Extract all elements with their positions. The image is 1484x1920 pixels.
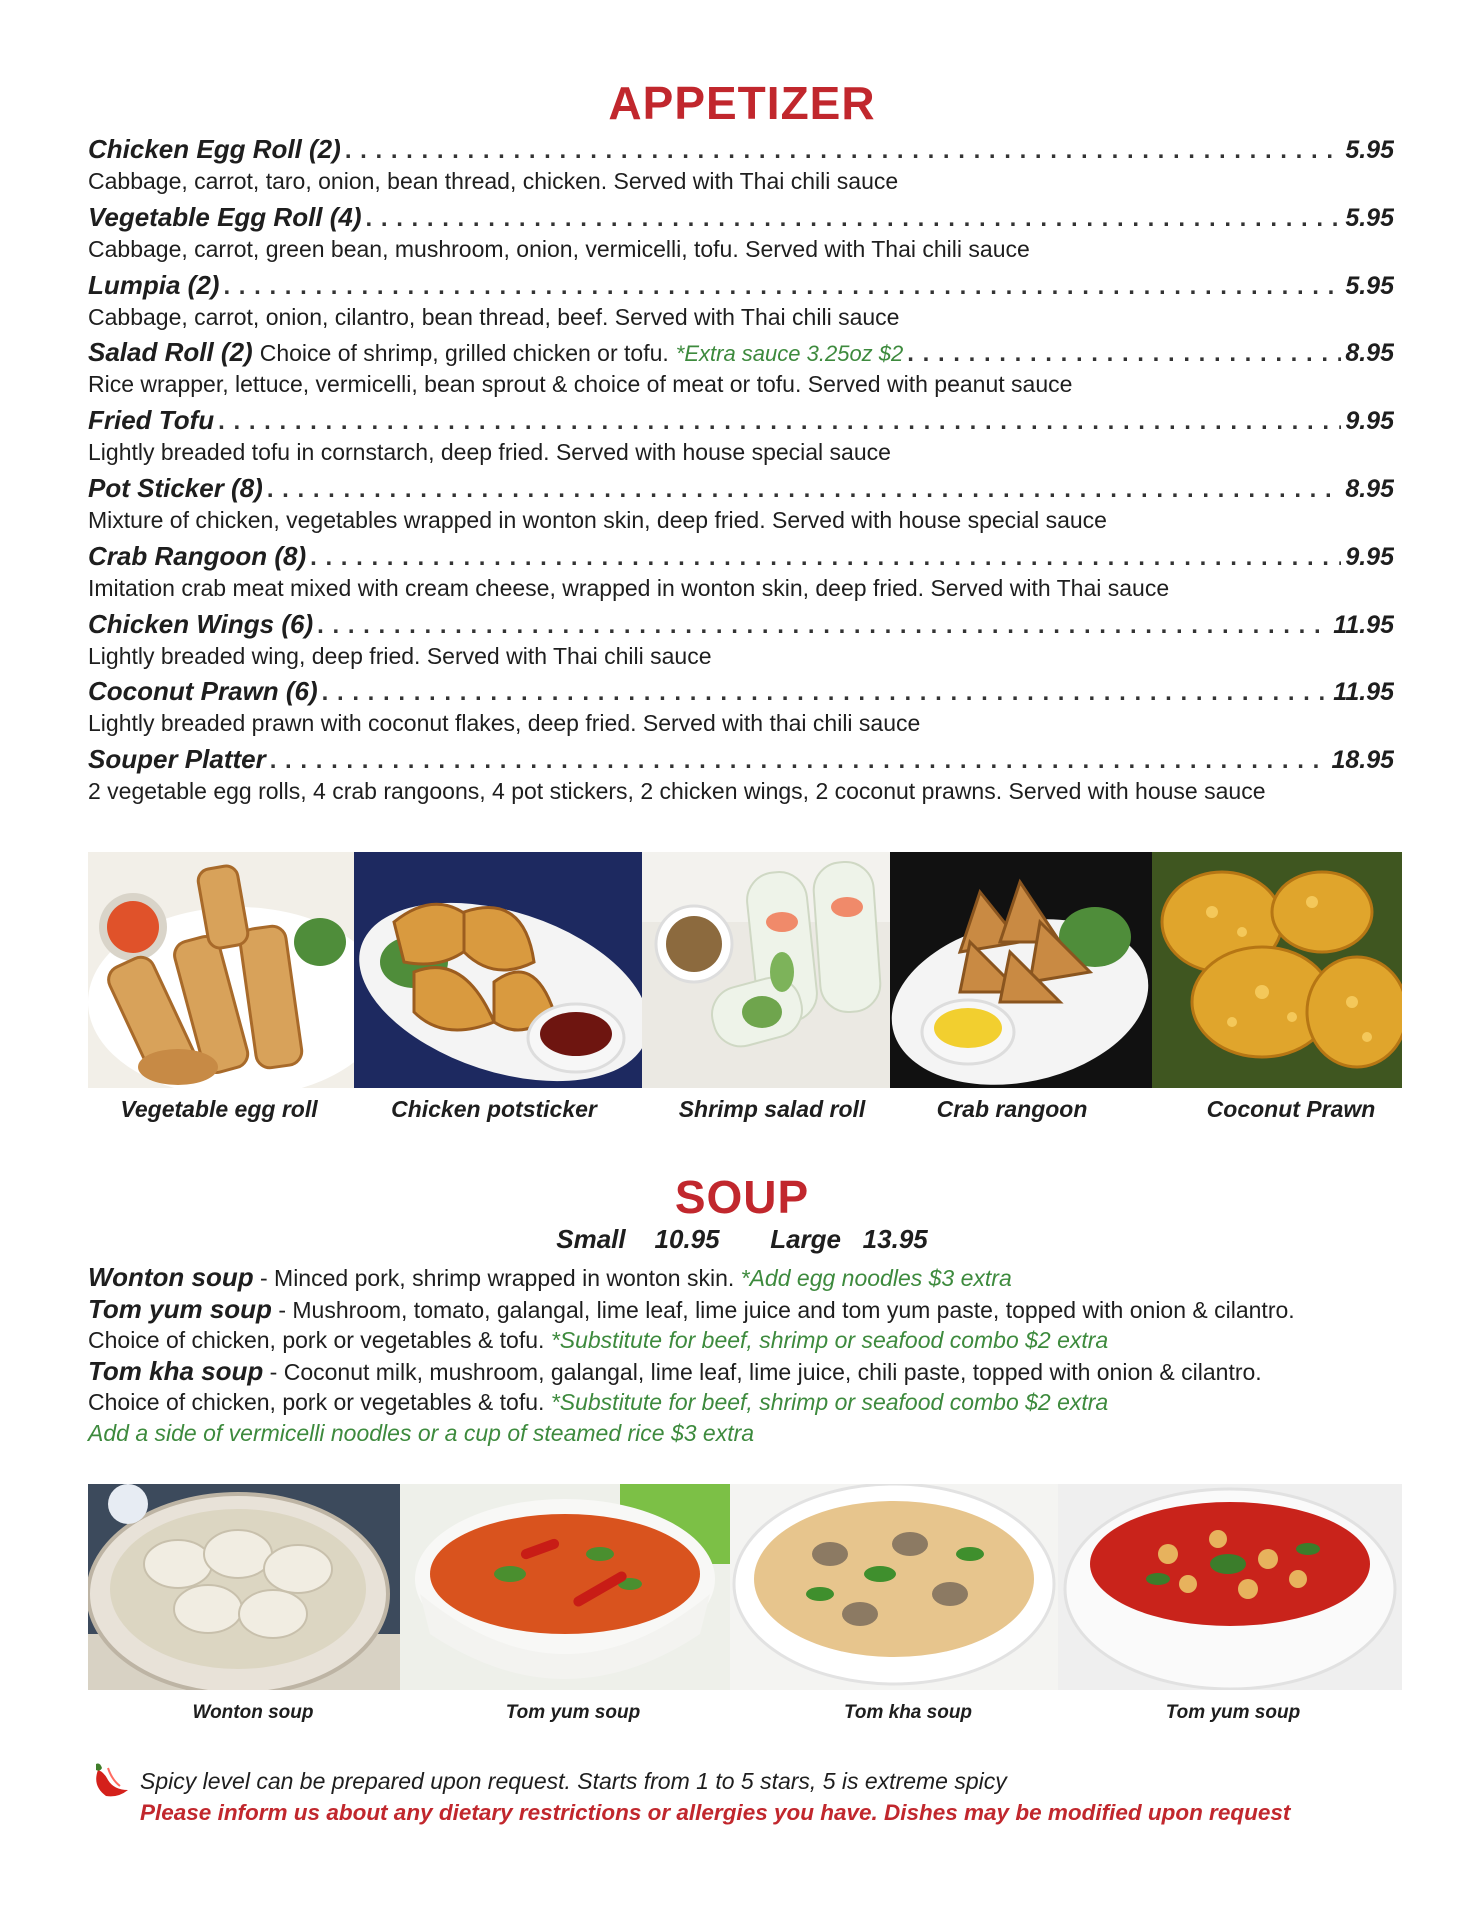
item-name: Coconut Prawn (6) xyxy=(88,676,318,707)
soup-choice xyxy=(88,1325,1408,1356)
allergy-note: Please inform us about any dietary restrictions or allergies you have. Dishes may be modified upon request xyxy=(140,1800,1291,1825)
menu-item xyxy=(88,270,1394,338)
item-price: 11.95 xyxy=(1333,610,1394,639)
item-description: 2 vegetable egg rolls, 4 crab rangoons, 4 pot stickers, 2 chicken wings, 2 coconut prawns. Served with house sauce xyxy=(88,778,1266,805)
photo-caption: Tom kha soup xyxy=(843,1702,973,1723)
appetizer-title: APPETIZER xyxy=(608,77,876,129)
menu-item xyxy=(88,541,1394,609)
item-description: Cabbage, carrot, green bean, mushroom, onion, vermicelli, tofu. Served with Thai chili sauce xyxy=(88,235,1030,262)
large-label: Large xyxy=(770,1224,841,1254)
soup-description: - Minced pork, shrimp wrapped in wonton skin. xyxy=(253,1265,741,1291)
item-name: Pot Sticker (8) xyxy=(88,472,263,503)
item-description: Lightly breaded prawn with coconut flakes, deep fried. Served with thai chili sauce xyxy=(88,710,921,737)
item-description: Lightly breaded tofu in cornstarch, deep fried. Served with house special sauce xyxy=(88,439,891,466)
small-price: 10.95 xyxy=(654,1224,720,1254)
soup-choice-text: Choice of chicken, pork or vegetables & tofu. xyxy=(88,1389,551,1415)
photo-caption: Vegetable egg roll xyxy=(120,1096,318,1122)
item-name: Chicken Wings (6) xyxy=(88,608,314,639)
dot-leader xyxy=(362,205,1342,233)
dot-leader xyxy=(214,408,1341,436)
photo-caption: Chicken potsticker xyxy=(391,1096,597,1122)
item-name: Vegetable Egg Roll (4) xyxy=(88,201,362,232)
dot-leader xyxy=(318,679,1330,707)
item-price: 8.95 xyxy=(1345,474,1394,503)
photo-caption: Tom yum soup xyxy=(1165,1702,1301,1723)
item-price: 9.95 xyxy=(1345,407,1394,436)
dot-leader xyxy=(341,137,1342,165)
item-name: Chicken Egg Roll (2) xyxy=(88,134,341,164)
soup-extra: *Substitute for beef, shrimp or seafood combo $2 extra xyxy=(550,1327,1109,1353)
soup-extra: *Add egg noodles $3 extra xyxy=(740,1265,1012,1291)
soup-side-note: Add a side of vermicelli noodles or a cup of steamed rice $3 extra xyxy=(88,1419,755,1446)
dot-leader xyxy=(306,544,1341,572)
item-name: Lumpia (2) xyxy=(88,269,220,300)
soup-extra: *Substitute for beef, shrimp or seafood combo $2 extra xyxy=(550,1389,1109,1415)
menu-item xyxy=(88,473,1394,541)
item-description: Imitation crab meat mixed with cream cheese, wrapped in wonton skin, deep fried. Served with Thai sauce xyxy=(88,574,1170,601)
photo-caption: Coconut Prawn xyxy=(1206,1096,1376,1122)
dot-leader xyxy=(266,747,1328,775)
dot-leader xyxy=(219,273,1341,301)
soup-photo-row xyxy=(88,1484,1402,1690)
item-description: Rice wrapper, lettuce, vermicelli, bean sprout & choice of meat or tofu. Served with peanut sauce xyxy=(88,371,1073,398)
menu-item xyxy=(88,134,1394,202)
item-description: Lightly breaded wing, deep fried. Served with Thai chili sauce xyxy=(88,642,712,669)
soup-item xyxy=(88,1262,1408,1294)
item-description: Mixture of chicken, vegetables wrapped in wonton skin, deep fried. Served with house special sauce xyxy=(88,506,1107,533)
tom-yum-soup-photo-2 xyxy=(1058,1484,1402,1690)
menu-item xyxy=(88,337,1394,405)
soup-name: Tom yum soup xyxy=(88,1293,272,1324)
item-price: 18.95 xyxy=(1331,746,1394,775)
soup-description: - Mushroom, tomato, galangal, lime leaf, lime juice and tom yum paste, topped with onion & cilantro. xyxy=(271,1296,1295,1323)
spicy-note-row xyxy=(88,1766,1418,1797)
dot-leader xyxy=(263,476,1342,504)
coconut-prawn-photo xyxy=(1152,852,1402,1088)
soup-choice-text: Choice of chicken, pork or vegetables & tofu. xyxy=(88,1327,551,1353)
crab-rangoon-photo xyxy=(890,852,1152,1088)
item-name: Fried Tofu xyxy=(88,405,215,436)
item-name: Salad Roll (2) xyxy=(88,337,253,368)
wonton-soup-photo xyxy=(88,1484,400,1690)
large-price: 13.95 xyxy=(862,1224,928,1254)
menu-item xyxy=(88,202,1394,270)
menu-item xyxy=(88,676,1394,744)
soup-price-line xyxy=(0,1224,1484,1255)
item-extra-note: *Extra sauce 3.25oz $2 xyxy=(675,341,904,367)
soup-descriptions xyxy=(88,1262,1408,1448)
soup-choice xyxy=(88,1387,1408,1418)
dot-leader xyxy=(903,340,1341,368)
item-price: 5.95 xyxy=(1345,271,1394,300)
item-price: 8.95 xyxy=(1345,339,1394,368)
item-price: 5.95 xyxy=(1345,203,1394,232)
tom-yum-soup-photo-1 xyxy=(400,1484,730,1690)
menu-item xyxy=(88,405,1394,473)
chicken-potsticker-photo xyxy=(354,852,642,1088)
footer-notes xyxy=(88,1766,1418,1828)
item-price: 11.95 xyxy=(1333,678,1394,707)
menu-item xyxy=(88,609,1394,677)
item-price: 9.95 xyxy=(1345,542,1394,571)
photo-caption: Tom yum soup xyxy=(505,1702,641,1723)
appetizer-photo-row xyxy=(88,852,1402,1088)
small-label: Small xyxy=(556,1224,626,1254)
soup-name: Wonton soup xyxy=(88,1262,254,1292)
dot-leader xyxy=(313,612,1329,640)
soup-title: SOUP xyxy=(674,1171,810,1223)
item-description: Cabbage, carrot, onion, cilantro, bean thread, beef. Served with Thai chili sauce xyxy=(88,303,900,330)
vegetable-egg-roll-photo xyxy=(88,852,354,1088)
appetizer-list xyxy=(88,134,1394,812)
item-name: Souper Platter xyxy=(88,744,266,775)
shrimp-salad-roll-photo xyxy=(642,852,890,1088)
soup-item xyxy=(88,1356,1408,1388)
item-price: 5.95 xyxy=(1345,136,1394,164)
item-description: Cabbage, carrot, taro, onion, bean thread, chicken. Served with Thai chili sauce xyxy=(88,168,899,194)
soup-item xyxy=(88,1294,1408,1326)
item-name: Crab Rangoon (8) xyxy=(88,540,307,571)
soup-name: Tom kha soup xyxy=(88,1355,264,1386)
photo-caption: Shrimp salad roll xyxy=(678,1096,866,1122)
item-inline-description: Choice of shrimp, grilled chicken or tofu. xyxy=(259,340,669,367)
tom-kha-soup-photo xyxy=(730,1484,1058,1690)
soup-description: - Coconut milk, mushroom, galangal, lime leaf, lime juice, chili paste, topped with onion & cilantro. xyxy=(263,1358,1262,1385)
photo-caption: Wonton soup xyxy=(192,1702,314,1723)
menu-item xyxy=(88,744,1394,812)
spicy-note: Spicy level can be prepared upon request. Starts from 1 to 5 stars, 5 is extreme spicy xyxy=(140,1768,1007,1794)
photo-caption: Crab rangoon xyxy=(936,1096,1088,1122)
chili-pepper-icon xyxy=(88,1760,132,1800)
